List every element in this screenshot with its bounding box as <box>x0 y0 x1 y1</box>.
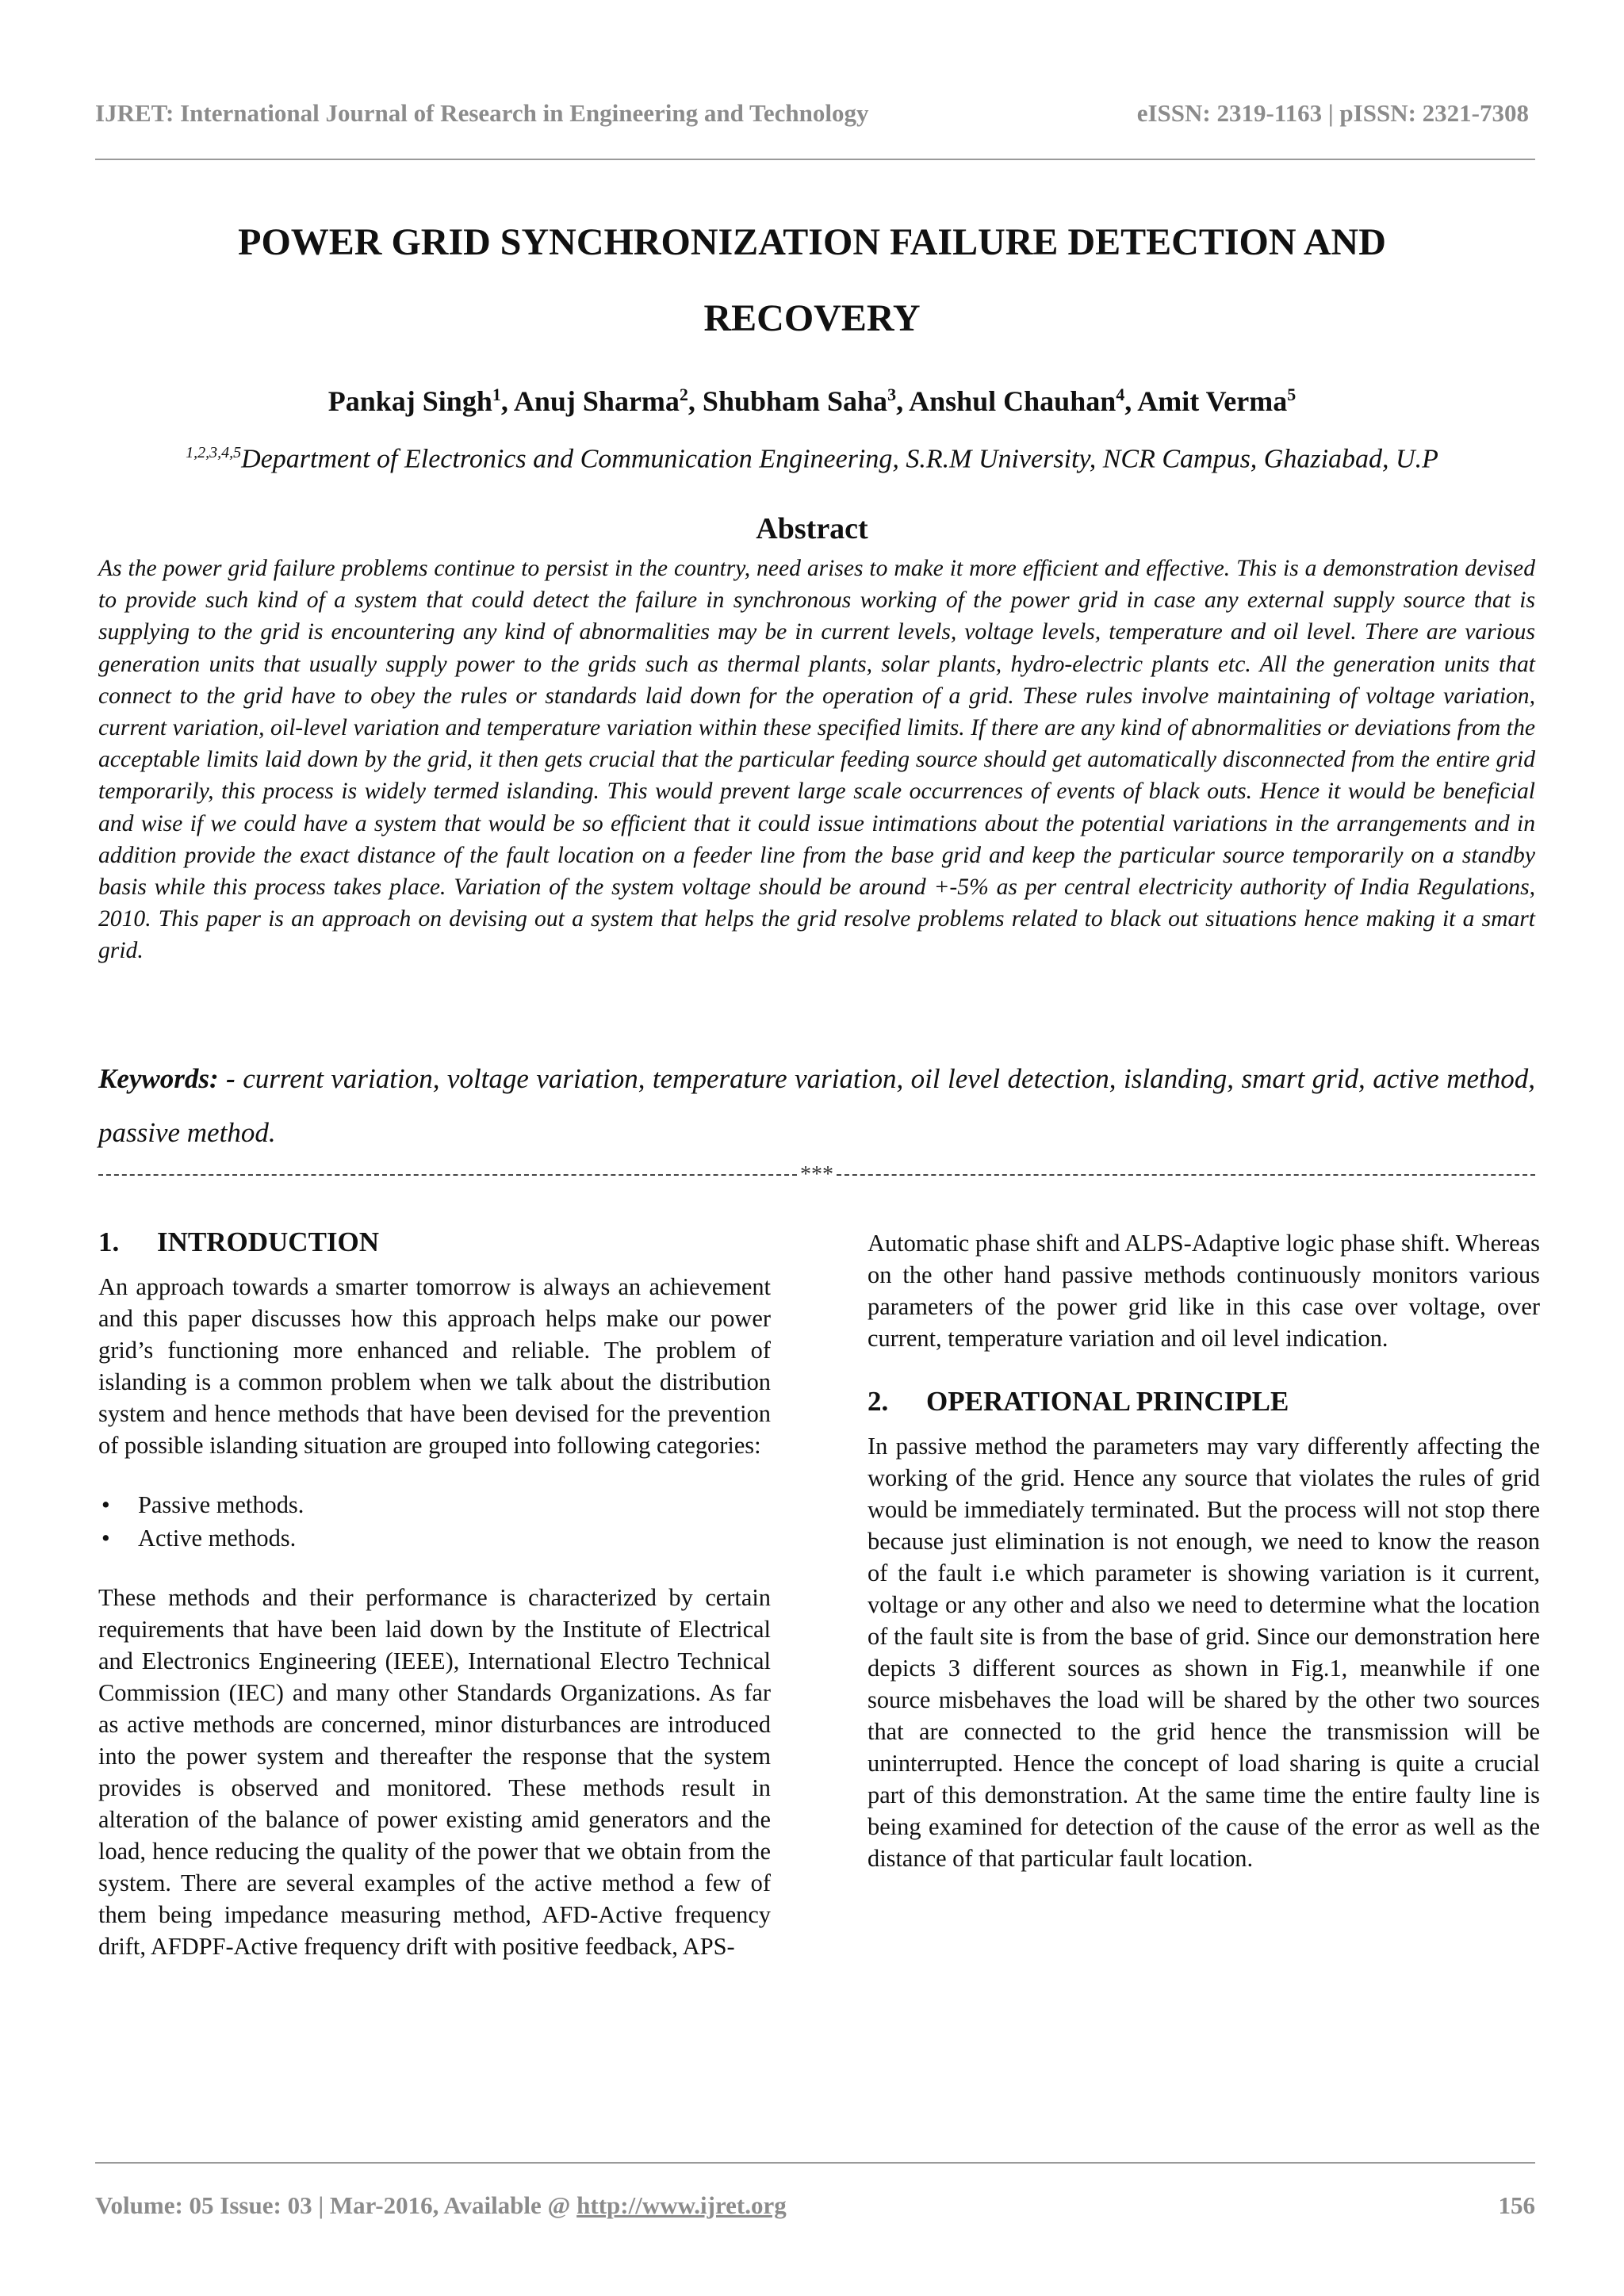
footer-volume: Volume: 05 Issue: 03 | Mar-2016, Available @ http://www.ijret.org <box>95 2191 787 2219</box>
list-item: • Active methods. <box>98 1521 771 1555</box>
page-footer <box>95 2191 1535 2220</box>
section-heading-introduction: 1. INTRODUCTION <box>98 1226 380 1257</box>
author: Shubham Saha$^3$, <box>702 385 910 417</box>
author: Anshul Chauhan$^4$, <box>909 385 1138 417</box>
author-list <box>0 385 1624 418</box>
running-header <box>95 99 1529 128</box>
author: Anuj Sharma$^2$, <box>513 385 703 417</box>
intro-paragraph-1: An approach towards a smarter tomorrow is always an achievement and this paper discusses how this approach helps make our power grid’s functioning more enhanced and reliable. The problem of islanding is a common problem when we talk about the distribution system and hence methods that have been devised for the prevention of possible islanding situation are grouped into following categories: <box>98 1273 771 1459</box>
section-heading-operational-principle: 2. OPERATIONAL PRINCIPLE <box>868 1386 1289 1417</box>
section-separator <box>98 1162 1535 1188</box>
abstract-text: As the power grid failure problems continue to persist in the country, need arises to make it more efficient and effective. This is a demonstration devised to provide such kind of a system that could detect the failure in synchronous working of the power grid in case any external supply source that is supplying to the grid is encountering any kind of abnormalities may be in current levels, voltage levels, temperature and oil level. There are various generation units that usually supply power to the grids such as thermal plants, solar plants, hydro-electric plants etc. All the generation units that connect to the grid have to obey the rules or standards laid down for the operation of a grid. These rules involve maintaining of voltage variation, current variation, oil-level variation and temperature variation within these specified limits. If there are any kind of abnormalities or deviations from the acceptable limits laid down by the grid, it then gets crucial that the particular feeding source should get automatically disconnected from the entire grid temporarily, this process is widely termed islanding. This would prevent large scale occurrences of events of black outs. Hence it would be beneficial and wise if we could have a system that would be so efficient that it could issue intimations about the potential variations in the arrangements and in addition provide the exact distance of the fault location on a feeder line from the base grid and keep the particular source temporarily on a standby basis while this process takes place. Variation of the system voltage should be around +-5% as per central electricity authority of India Regulations, 2010. This paper is an approach on devising out a system that helps the grid resolve problems related to black out situations hence making it a smart grid. <box>98 556 1535 964</box>
category-list <box>98 1488 771 1555</box>
journal-link[interactable]: http://www.ijret.org <box>576 2191 787 2219</box>
title-line-2: RECOVERY <box>703 297 921 339</box>
keywords-label: Keywords: - <box>98 1063 236 1094</box>
keywords-text: current variation, voltage variation, temperature variation, oil level detection, islanding, smart grid, active method, passive method. <box>98 1063 1536 1148</box>
separator-dash-right <box>837 1174 1535 1176</box>
affiliation <box>0 444 1624 474</box>
separator-stars: *** <box>800 1162 833 1187</box>
page-number: 156 <box>1498 2191 1535 2219</box>
principle-paragraph-1: In passive method the parameters may vary differently affecting the working of the grid. Hence any source that violates the rules of grid would be immediately terminated. But the process will not stop there because just elimination is not enough, we need to know the reason of the fault i.e which parameter is showing variation is it current, voltage or any other and also we need to determine what the location of the fault site is from the base of grid. Since our demonstration here depicts 3 different sources as shown in Fig.1, meanwhile if one source misbehaves the load will be shared by the other two sources that are connected to the grid hence the transmission will be uninterrupted. Hence the concept of load sharing is quite a crucial part of this demonstration. At the same time the entire faulty line is being examined for detection of the cause of the error as well as the distance of that particular fault location. <box>868 1433 1540 1872</box>
paper-title <box>111 205 1513 357</box>
affiliation-marker: 1,2,3,4,5 <box>186 444 242 461</box>
journal-name: IJRET: International Journal of Research in Engineering and Technology <box>95 99 869 127</box>
abstract-heading: Abstract <box>756 512 868 545</box>
intro-paragraph-2: These methods and their performance is characterized by certain requirements that have been laid down by the Institute of Electrical and Electronics Engineering (IEEE), International Electro Technical Commission (IEC) and many other Standards Organizations. As far as active methods are concerned, minor disturbances are introduced into the power system and thereafter the response that the system provides is observed and monitored. These methods result in alteration of the balance of power existing amid generators and the load, hence reducing the quality of the power that we obtain from the system. There are several examples of the active method a few of them being impedance measuring method, AFD-Active frequency drift, AFDPF-Active frequency drift with positive feedback, APS- <box>98 1584 771 1960</box>
separator-dash-left <box>98 1174 797 1176</box>
issn: eISSN: 2319-1163 | pISSN: 2321-7308 <box>1136 99 1529 127</box>
column-right <box>868 1227 1540 1874</box>
author: Amit Verma$^5$ <box>1137 385 1297 417</box>
footer-rule <box>95 2162 1535 2164</box>
header-rule <box>95 159 1535 160</box>
column-left <box>98 1225 771 1962</box>
list-item: • Passive methods. <box>98 1488 771 1521</box>
title-line-1: POWER GRID SYNCHRONIZATION FAILURE DETECTION AND <box>238 221 1386 263</box>
intro-paragraph-3: Automatic phase shift and ALPS-Adaptive logic phase shift. Whereas on the other hand passive methods continuously monitors various parameters of the power grid like in this case over voltage, over current, temperature variation and oil level indication. <box>868 1230 1540 1352</box>
author: Pankaj Singh$^1$, <box>327 385 514 417</box>
affiliation-text: Department of Electronics and Communication Engineering, S.R.M University, NCR Campus, Ghaziabad, U.P <box>241 444 1438 474</box>
keywords <box>98 1052 1535 1160</box>
